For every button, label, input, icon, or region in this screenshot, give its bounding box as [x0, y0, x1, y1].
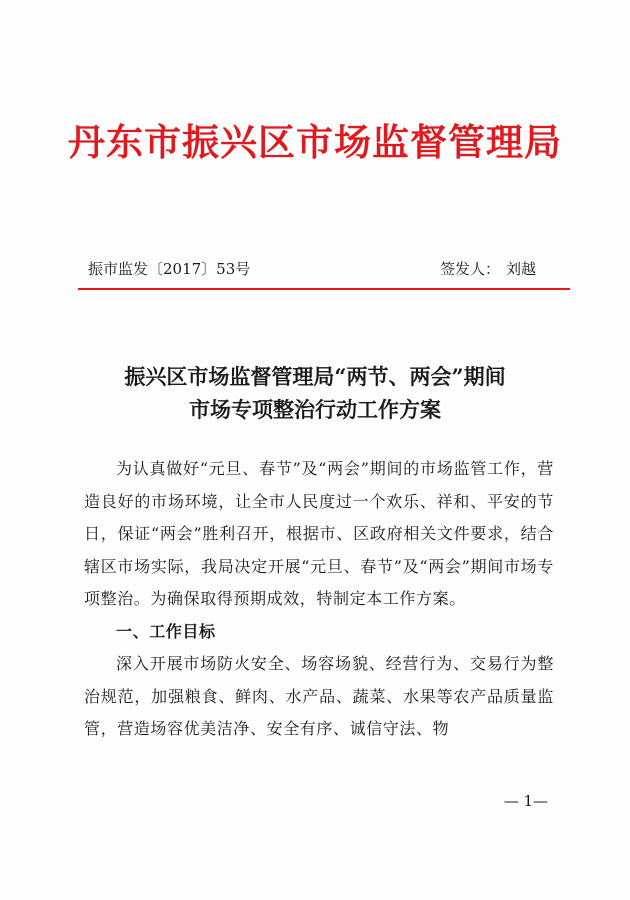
- signer-name: 刘越: [505, 260, 536, 278]
- red-divider: [78, 288, 570, 290]
- doc-meta-row: [88, 255, 554, 283]
- signer: [440, 255, 536, 283]
- document-title: [0, 360, 630, 426]
- title-line-2: 市场专项整治行动工作方案: [189, 397, 441, 422]
- page-number: — 1—: [503, 792, 548, 810]
- section-heading: 一、工作目标: [116, 621, 216, 641]
- doc-number: 振市监发〔2017〕53号: [88, 260, 251, 278]
- section-paragraph: 深入开展市场防火安全、场容场貌、经营行为、交易行为整治规范，加强粮食、鲜肉、水产品、蔬菜、水果等农产品质量监管，营造场容优美洁净、安全有序、诚信守法、物: [84, 654, 554, 738]
- org-header: 丹东市振兴区市场监督管理局: [68, 120, 562, 164]
- intro-paragraph: 为认真做好“元旦、春节”及“两会”期间的市场监管工作，营造良好的市场环境，让全市人民度过一个欢乐、祥和、平安的节日，保证“两会”胜利召开，根据市、区政府相关文件要求，结合辖区市场实际，我局决定开展“元旦、春节”及“两会”期间市场专项整治。为确保取得预期成效，特制定本工作方案。: [84, 459, 554, 608]
- title-line-1: 振兴区市场监督管理局“两节、两会”期间: [124, 364, 506, 389]
- document-body: [84, 453, 554, 746]
- signer-label: 签发人：: [439, 260, 500, 278]
